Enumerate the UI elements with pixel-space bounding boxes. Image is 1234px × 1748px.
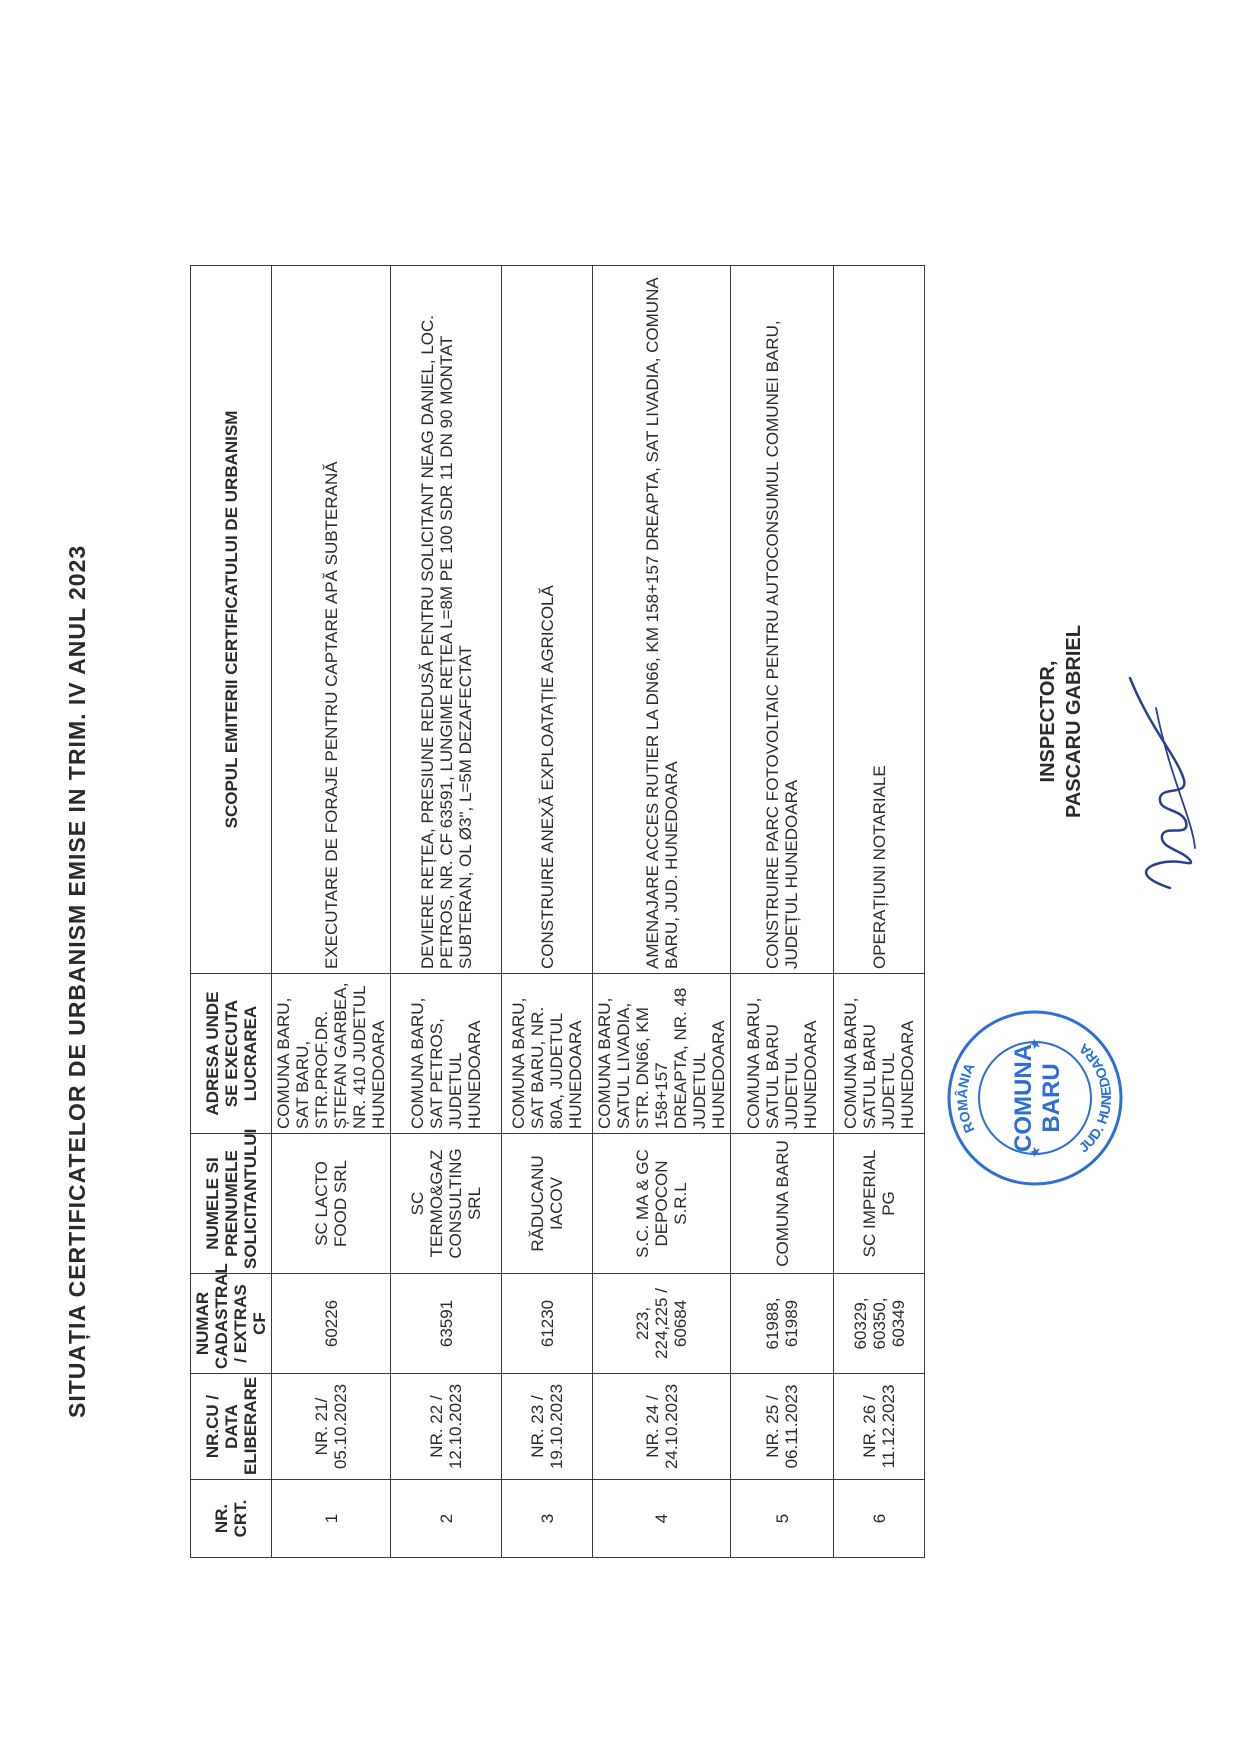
cell-cadastral: 60329, 60350, 60349 xyxy=(834,1274,925,1374)
star-icon: ★ xyxy=(1028,1037,1044,1051)
cell-cu: NR. 21/ 05.10.2023 xyxy=(272,1374,391,1480)
cell-scop: AMENAJARE ACCES RUTIER LA DN66, KM 158+157 DREAPTA, SAT LIVADIA, COMUNA BARU, JUD. HUNEDOARA xyxy=(593,266,731,974)
table-header-row xyxy=(191,266,272,1558)
table-row xyxy=(502,266,593,1558)
cell-adresa: COMUNA BARU, SAT BARU, NR. 80A, JUDETUL HUNEDOARA xyxy=(502,974,593,1134)
cell-adresa: COMUNA BARU, SATUL BARU JUDETUL HUNEDOARA xyxy=(834,974,925,1134)
star-icon: ★ xyxy=(1028,1145,1044,1159)
cell-cadastral: 61230 xyxy=(502,1274,593,1374)
cell-solicitant: SC IMPERIAL PG xyxy=(834,1134,925,1274)
document-title: SITUAȚIA CERTIFICATELOR DE URBANISM EMISE IN TRIM. IV ANUL 2023 xyxy=(64,544,90,1418)
svg-text:ROMÂNIA xyxy=(953,1060,978,1135)
cell-cadastral: 60226 xyxy=(272,1274,391,1374)
cell-solicitant: S.C. MA & GC DEPOCON S.R.L xyxy=(593,1134,731,1274)
cell-adresa: COMUNA BARU, SATUL LIVADIA, STR. DN66, KM 158+157 DREAPTA, NR. 48 JUDETUL HUNEDOARA xyxy=(593,974,731,1134)
table-row xyxy=(391,266,502,1558)
table-row xyxy=(731,266,834,1558)
cell-solicitant: RĂDUCANU IACOV xyxy=(502,1134,593,1274)
cell-cu: NR. 23 / 19.10.2023 xyxy=(502,1374,593,1480)
cell-solicitant: SC TERMO&GAZ CONSULTING SRL xyxy=(391,1134,502,1274)
cell-scop: EXECUTARE DE FORAJE PENTRU CAPTARE APĂ SUBTERANĂ xyxy=(272,266,391,974)
header-nr-crt: NR. CRT. xyxy=(191,1480,272,1558)
signatory-name: PASCARU GABRIEL xyxy=(1063,625,1085,818)
stamp-top-text: ROMÂNIA xyxy=(953,1060,978,1136)
cell-nr: 5 xyxy=(731,1480,834,1558)
header-solicitant: NUMELE SI PRENUMELE SOLICITANTULUI xyxy=(191,1134,272,1274)
cell-cadastral: 61988, 61989 xyxy=(731,1274,834,1374)
cell-adresa: COMUNA BARU, SATUL BARU JUDETUL HUNEDOARA xyxy=(731,974,834,1134)
svg-text:JUD. HUNEDOARA xyxy=(1075,1040,1114,1155)
cell-nr: 4 xyxy=(593,1480,731,1558)
stamp-bottom-text: JUD. HUNEDOARA xyxy=(1075,1040,1115,1156)
cell-scop: CONSTRUIRE PARC FOTOVOLTAIC PENTRU AUTOCONSUMUL COMUNEI BARU, JUDEȚUL HUNEDOARA xyxy=(731,266,834,974)
cell-cadastral: 223, 224,225 / 60684 xyxy=(593,1274,731,1374)
cell-solicitant: SC LACTO FOOD SRL xyxy=(272,1134,391,1274)
header-adresa: ADRESA UNDE SE EXECUTA LUCRAREA xyxy=(191,974,272,1134)
cell-nr: 6 xyxy=(834,1480,925,1558)
certificates-table xyxy=(190,265,925,1558)
cell-scop: CONSTRUIRE ANEXĂ EXPLOATAȚIE AGRICOLĂ xyxy=(502,266,593,974)
cell-nr: 2 xyxy=(391,1480,502,1558)
header-scop: SCOPUL EMITERII CERTIFICATULUI DE URBANISM xyxy=(191,266,272,974)
header-cadastral: NUMAR CADASTRAL / EXTRAS CF xyxy=(191,1274,272,1374)
table-row xyxy=(593,266,731,1558)
cell-nr: 3 xyxy=(502,1480,593,1558)
cell-adresa: COMUNA BARU, SAT PETROS, JUDETUL HUNEDOARA xyxy=(391,974,502,1134)
comuna-baru-stamp xyxy=(945,1008,1125,1188)
handwritten-signature xyxy=(1100,648,1220,908)
cell-cu: NR. 22 / 12.10.2023 xyxy=(391,1374,502,1480)
cell-scop: OPERAȚIUNI NOTARIALE xyxy=(834,266,925,974)
signatory-block xyxy=(1035,625,1087,818)
table-row xyxy=(834,266,925,1558)
cell-cu: NR. 25 / 06.11.2023 xyxy=(731,1374,834,1480)
table-row xyxy=(272,266,391,1558)
cell-cu: NR. 24 / 24.10.2023 xyxy=(593,1374,731,1480)
cell-scop: DEVIERE REȚEA, PRESIUNE REDUSĂ PENTRU SOLICITANT NEAG DANIEL, LOC. PETROS, NR. CF 63591, LUNGIME REȚEA L=8M PE 100 SDR 11 DN 90 MONTAT SUBTERAN, OL Ø3", L=5M DEZAFECTAT xyxy=(391,266,502,974)
signatory-title: INSPECTOR, xyxy=(1037,660,1059,783)
cell-cadastral: 63591 xyxy=(391,1274,502,1374)
stamp-center-line2: BARU xyxy=(1038,1063,1065,1133)
cell-adresa: COMUNA BARU, SAT BARU, STR.PROF.DR. ȘTEFAN GARBEA, NR. 410 JUDETUL HUNEDOARA xyxy=(272,974,391,1134)
stamp-center-line1: COMUNA xyxy=(1010,1044,1037,1152)
cell-cu: NR. 26 / 11.12.2023 xyxy=(834,1374,925,1480)
header-nr-cu: NR.CU / DATA ELIBERARE xyxy=(191,1374,272,1480)
cell-nr: 1 xyxy=(272,1480,391,1558)
cell-solicitant: COMUNA BARU xyxy=(731,1134,834,1274)
